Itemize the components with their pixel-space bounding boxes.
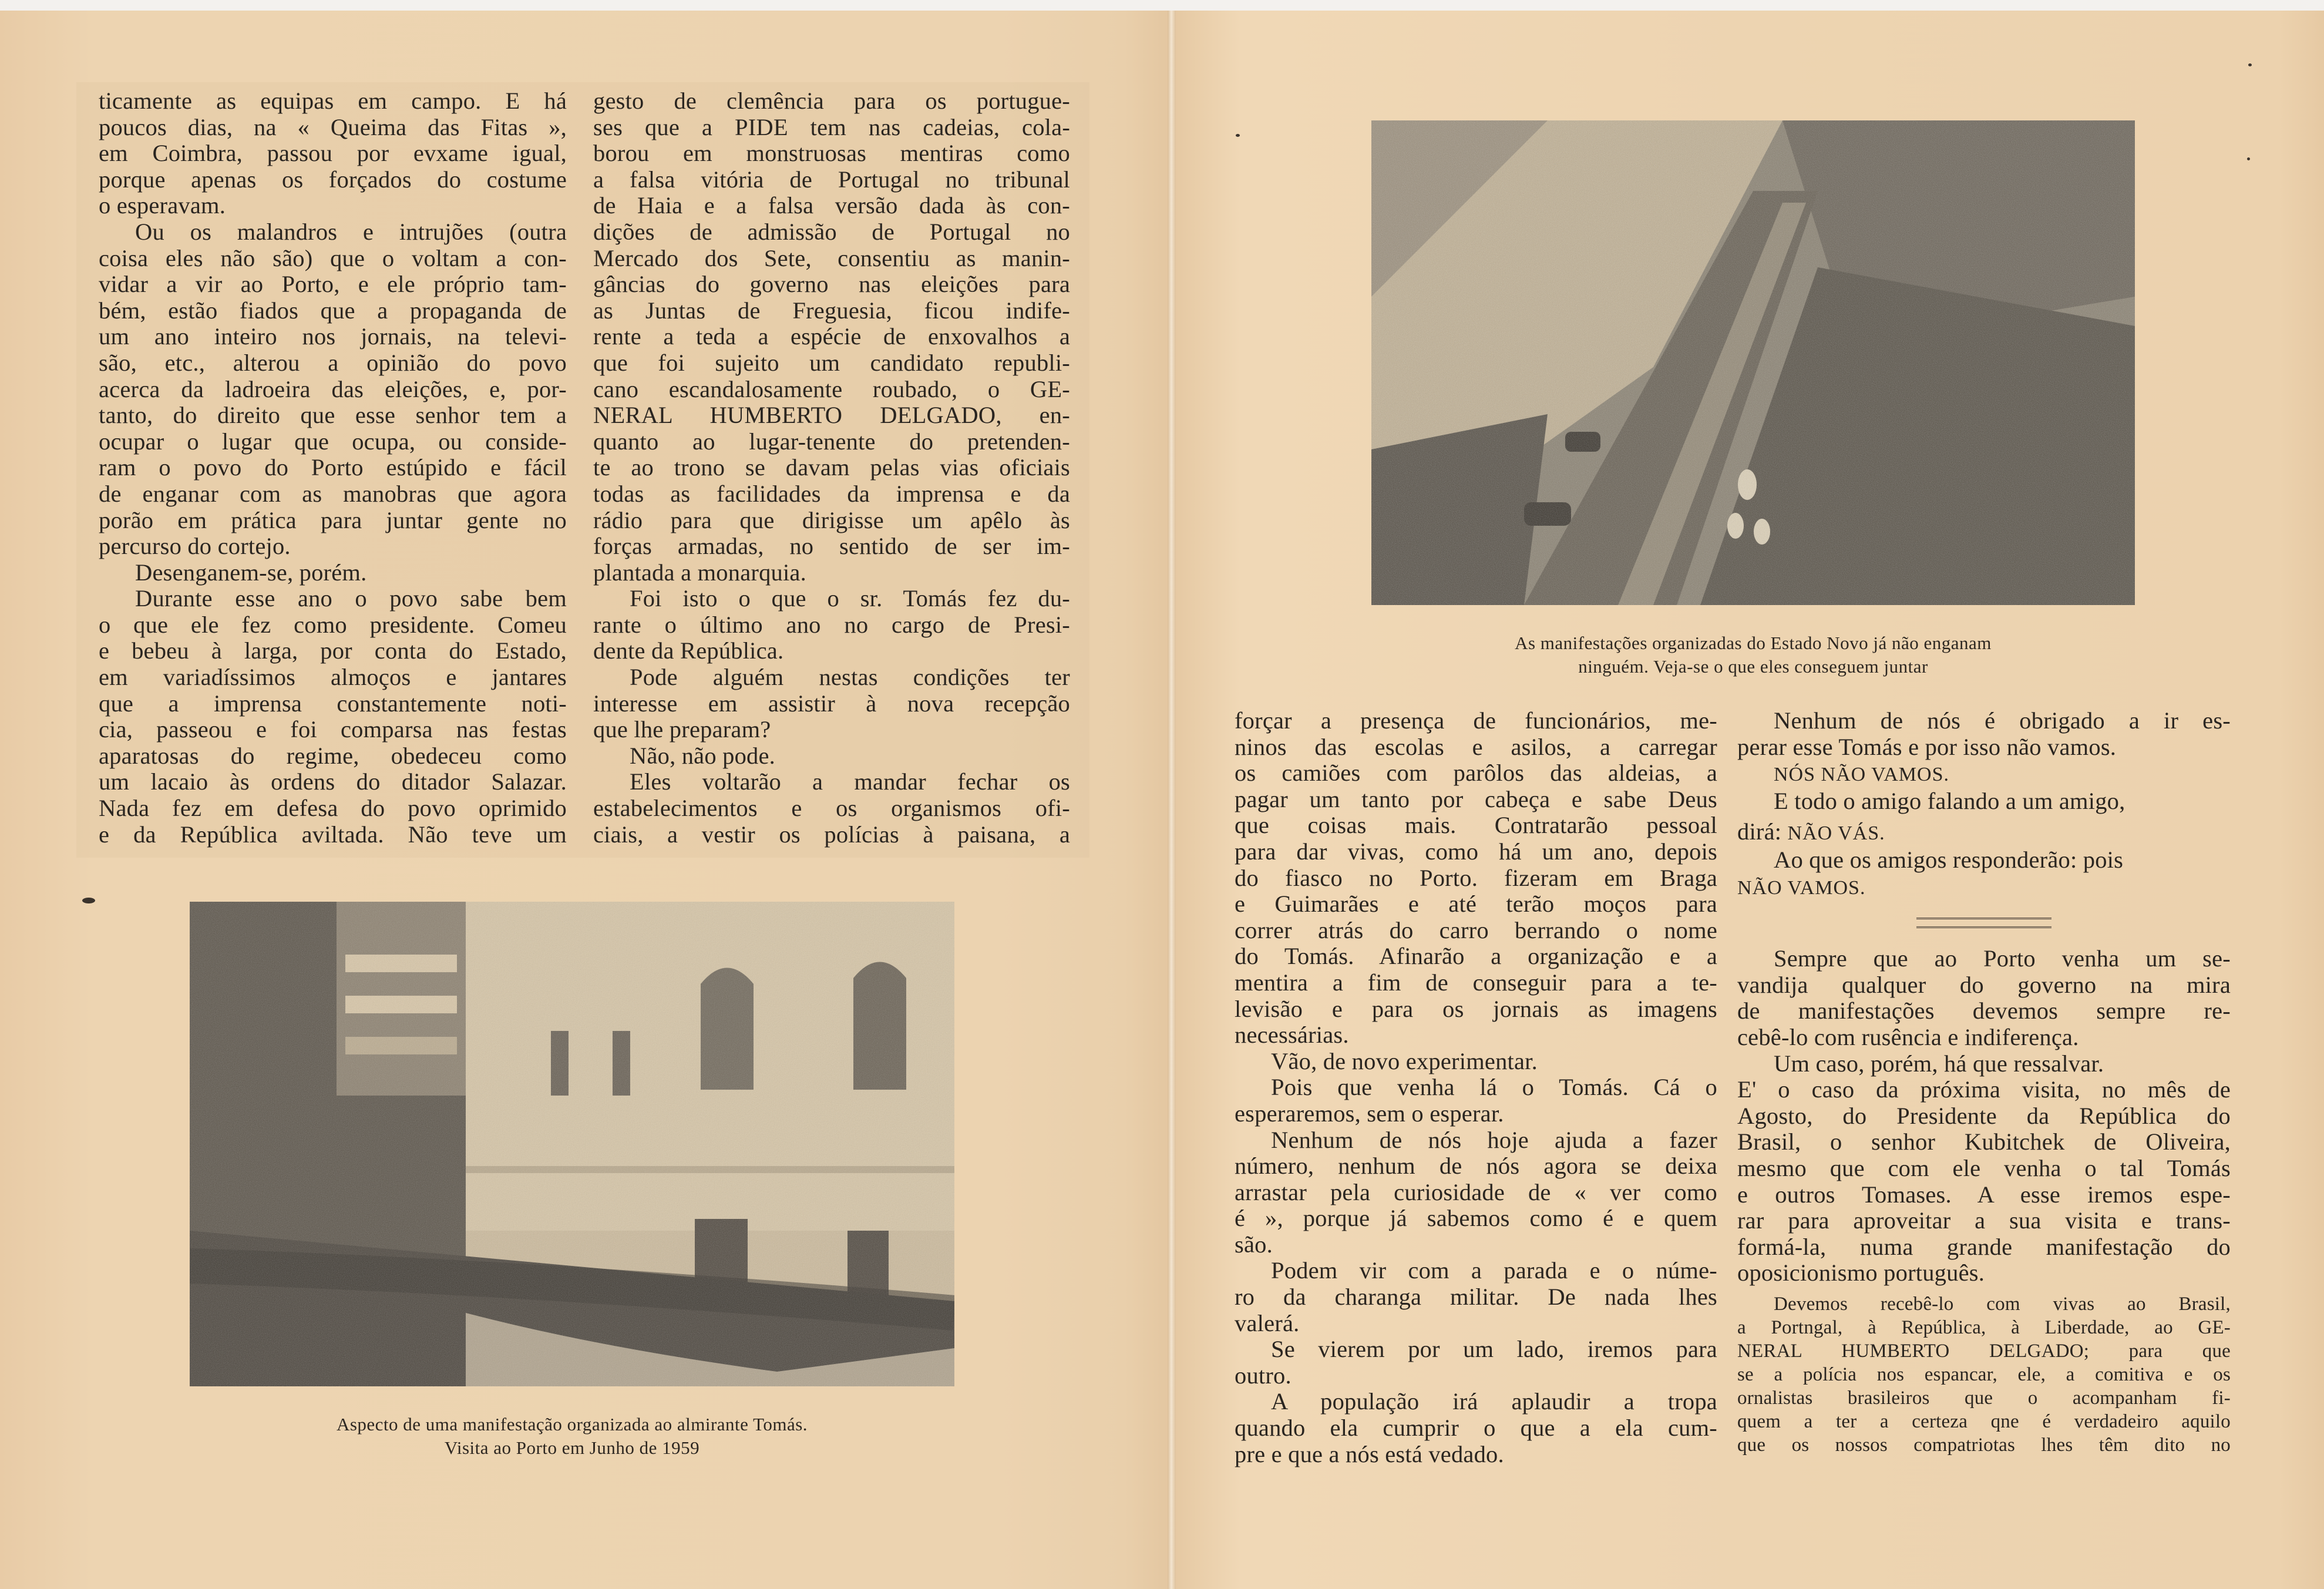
text-line: que lhe preparam?: [593, 716, 771, 743]
text-line: correr atrás do carro berrando o nome: [1235, 916, 1717, 943]
text-line: Nenhum de nós hoje ajuda a fazer: [1271, 1126, 1717, 1153]
left-photo-caption: [190, 1413, 954, 1460]
left-column-2: [593, 88, 1070, 848]
text-line: mesmo que com ele venha o tal Tomás: [1737, 1154, 2231, 1181]
right-column-2-middle: [1737, 946, 2231, 1286]
text-line: do Tomás. Afinarão a organização e a: [1235, 943, 1717, 970]
text-line: rente a teda a espécie de enxovalhos a: [593, 323, 1070, 350]
section-divider-rule: [1916, 918, 2051, 928]
text-line: tanto, do direito que esse senhor tem a: [99, 402, 567, 429]
text-line: A população irá aplaudir a tropa: [1271, 1388, 1717, 1415]
text-line: te ao trono se davam pelas vias oficiais: [593, 454, 1070, 481]
text-line: necessárias.: [1235, 1022, 1349, 1049]
text-line: número, nenhum de nós agora se deixa: [1235, 1153, 1717, 1180]
text-line: poucos dias, na « Queima das Fitas »,: [99, 113, 567, 140]
text-line: e bebeu à larga, por conta do Estado,: [99, 637, 567, 664]
right-photo-caption: [1371, 631, 2135, 678]
text-line: quanto ao lugar-tenente do pretenden-: [593, 428, 1070, 455]
text-line: levisão e para os jornais as imagens: [1235, 995, 1717, 1022]
photo-avenue-crowd-image: [1371, 120, 2135, 605]
text-line: Pode alguém nestas condições ter: [630, 664, 1070, 691]
text-line: Durante esse ano o povo sabe bem: [135, 585, 567, 612]
slogan-nao-vas: NÃO VÁS.: [1787, 822, 1885, 845]
text-line: porão em prática para juntar gente no: [99, 506, 567, 533]
text-line: mentira a fim de conseguir para a te-: [1235, 969, 1717, 996]
text-line: Nada fez em defesa do povo oprimido: [99, 795, 567, 822]
text-line: e da República aviltada. Não teve um: [99, 821, 567, 848]
text-line: ram o povo do Porto estúpido e fácil: [99, 454, 567, 481]
right-caption-line-2: ninguém. Veja-se o que eles conseguem juntar: [1578, 656, 1928, 677]
text-line: quando ela cumprir o que a ela cum-: [1235, 1415, 1717, 1442]
text-line: esperaremos, sem o esperar.: [1235, 1100, 1504, 1127]
text-line: são, etc., alterou a opinião do povo: [99, 349, 567, 376]
text-line: que a imprensa constantemente noti-: [99, 690, 567, 717]
paper-speck: [1236, 134, 1240, 137]
text-line: do fiasco no Porto. fizeram em Braga: [1235, 864, 1717, 891]
text-line: de enganar com as manobras que agora: [99, 480, 567, 507]
text-line: rar para aproveitar a sua visita e trans-: [1737, 1207, 2231, 1234]
left-caption-line-2: Visita ao Porto em Junho de 1959: [444, 1437, 700, 1458]
text-line: estabelecimentos e os organismos ofi-: [593, 795, 1070, 822]
text-line: Sempre que ao Porto venha um se-: [1774, 945, 2231, 972]
text-line: Ou os malandros e intrujões (outra: [135, 218, 567, 245]
text-line: Um caso, porém, há que ressalvar.: [1774, 1050, 2104, 1077]
text-line: Devemos recebê-lo com vivas ao Brasil,: [1774, 1293, 2231, 1315]
text-line: Desenganem-se, porém.: [135, 559, 367, 586]
text-line: que os nossos compatriotas lhes têm dito no: [1737, 1434, 2231, 1456]
text-line: bém, estão fiados que a propaganda de: [99, 297, 567, 324]
text-line: Não, não pode.: [630, 742, 775, 769]
left-caption-line-1: Aspecto de uma manifestação organizada ao almirante Tomás.: [336, 1414, 808, 1435]
text-line: um lacaio às ordens do ditador Salazar.: [99, 768, 567, 795]
right-column-2-top: [1737, 708, 2231, 760]
slogan-todo-amigo: E todo o amigo falando a um amigo,: [1774, 787, 2125, 814]
text-line: interesse em assistir à nova recepção: [593, 690, 1070, 717]
text-line: ses que a PIDE tem nas cadeias, cola-: [593, 113, 1070, 140]
text-line: Brasil, o senhor Kubitchek de Oliveira,: [1737, 1128, 2231, 1155]
text-line: em variadíssimos almoços e jantares: [99, 664, 567, 691]
text-line: o esperavam.: [99, 192, 226, 219]
photo-demonstration-building-image: [190, 902, 954, 1386]
right-column-2-small: [1737, 1292, 2231, 1457]
left-column-1: [99, 88, 567, 848]
text-line: ornalistas brasileiros que o acompanham fi-: [1737, 1387, 2231, 1409]
photo-avenue-crowd: [1371, 120, 2135, 605]
right-column-2: [1737, 708, 2231, 1457]
text-line: oposicionismo português.: [1737, 1259, 1985, 1286]
text-line: cano escandalosamente roubado, o GE-: [593, 375, 1070, 402]
text-line: plantada a monarquia.: [593, 559, 806, 586]
text-line: Vão, de novo experimentar.: [1271, 1047, 1538, 1074]
text-line: para dar vivas, como há um ano, depois: [1235, 838, 1717, 865]
text-line: que foi sujeito um candidato republi-: [593, 349, 1070, 376]
text-line: é », porque já sabemos como é e quem: [1235, 1205, 1717, 1232]
text-line: a falsa vitória de Portugal no tribunal: [593, 166, 1070, 193]
paper-speck: [2247, 157, 2250, 160]
text-line: cebê-lo com rusência e indiferença.: [1737, 1023, 2079, 1050]
text-line: dições de admissão de Portugal no: [593, 218, 1070, 245]
text-line: e Guimarães e até terão moços para: [1235, 891, 1717, 918]
paper-speck: [2248, 63, 2252, 66]
text-line: as Juntas de Freguesia, ficou indife-: [593, 297, 1070, 324]
text-line: E' o caso da próxima visita, no mês de: [1737, 1076, 2231, 1103]
text-line: borou em monstruosas mentiras como: [593, 140, 1070, 167]
photo-demonstration-building: [190, 902, 954, 1386]
text-line: arrastar pela curiosidade de « ver como: [1235, 1178, 1717, 1205]
text-line: dente da República.: [593, 637, 784, 664]
text-line: em Coimbra, passou por evxame igual,: [99, 140, 567, 167]
text-line: outro.: [1235, 1362, 1292, 1389]
text-line: o que ele fez como presidente. Comeu: [99, 611, 567, 638]
text-line: rádio para que dirigisse um apêlo às: [593, 506, 1070, 533]
text-line: porque apenas os forçados do costume: [99, 166, 567, 193]
text-line: se a polícia nos espancar, ele, a comitiva e os: [1737, 1363, 2231, 1385]
text-line: Se vierem por um lado, iremos para: [1271, 1336, 1717, 1363]
text-line: ocupar o lugar que ocupa, ou conside-: [99, 428, 567, 455]
text-line: valerá.: [1235, 1309, 1300, 1336]
text-line: ticamente as equipas em campo. E há: [99, 88, 567, 114]
slogan-nos-nao-vamos: NÓS NÃO VAMOS.: [1774, 764, 1949, 786]
text-line: forças armadas, no sentido de ser im-: [593, 533, 1070, 560]
text-line: quem a ter a certeza qne é verdadeiro aquilo: [1737, 1410, 2231, 1432]
text-line: gesto de clemência para os portugue-: [593, 88, 1070, 114]
text-line: todas as facilidades da imprensa e da: [593, 480, 1070, 507]
text-line: Foi isto o que o sr. Tomás fez du-: [630, 585, 1070, 612]
text-line: gâncias do governo nas eleições para: [593, 271, 1070, 298]
text-line: NERAL HUMBERTO DELGADO; para que: [1737, 1340, 2231, 1362]
slogan-nao-vamos: NÃO VAMOS.: [1737, 876, 1866, 899]
slogan-responderao: Ao que os amigos responderão: pois: [1774, 846, 2124, 873]
text-line: coisa eles não são) que o voltam a con-: [99, 244, 567, 271]
center-fold: [1168, 11, 1176, 1589]
text-line: acerca da ladroeira das eleições, e, por-: [99, 375, 567, 402]
text-line: cia, passeou e foi comparsa nas festas: [99, 716, 567, 743]
text-line: perar esse Tomás e por isso não vamos.: [1737, 733, 2117, 760]
text-line: aparatosas do regime, obedeceu como: [99, 742, 567, 769]
text-line: são.: [1235, 1231, 1273, 1258]
text-line: pagar um tanto por cabeça e sabe Deus: [1235, 785, 1717, 812]
text-line: ro da charanga militar. De nada lhes: [1235, 1284, 1717, 1311]
text-line: Podem vir com a parada e o núme-: [1271, 1257, 1717, 1284]
text-line: Mercado dos Sete, consentiu as manin-: [593, 244, 1070, 271]
text-line: que coisas mais. Contratarão pessoal: [1235, 812, 1717, 839]
text-line: e outros Tomases. A esse iremos espe-: [1737, 1181, 2231, 1208]
text-line: um ano inteiro nos jornais, na televi-: [99, 323, 567, 350]
text-line: de manifestações devemos sempre re-: [1737, 997, 2231, 1024]
right-caption-line-1: As manifestações organizadas do Estado Novo já não enganam: [1515, 633, 1992, 653]
slogan-dira-nao-vas: dirá: NÃO VÁS.: [1737, 818, 1885, 845]
text-line: de Haia e a falsa versão dada às con-: [593, 192, 1070, 219]
text-line: pre e que a nós está vedado.: [1235, 1440, 1504, 1467]
text-line: percurso do cortejo.: [99, 533, 291, 560]
paper-speck: [82, 898, 95, 903]
text-line: ciais, a vestir os polícias à paisana, a: [593, 821, 1070, 848]
right-column-1: [1235, 708, 1717, 1467]
text-line: Nenhum de nós é obrigado a ir es-: [1774, 707, 2231, 734]
text-line: vandija qualquer do governo na mira: [1737, 971, 2231, 998]
text-line: Pois que venha lá o Tomás. Cá o: [1271, 1074, 1717, 1101]
text-line: forçar a presença de funcionários, me-: [1235, 707, 1717, 734]
text-line: formá-la, numa grande manifestação do: [1737, 1233, 2231, 1260]
text-line: vidar a vir ao Porto, e ele próprio tam-: [99, 271, 567, 298]
text-line: Agosto, do Presidente da República do: [1737, 1102, 2231, 1129]
text-line: NERAL HUMBERTO DELGADO, en-: [593, 402, 1070, 429]
text-line: rante o último ano no cargo de Presi-: [593, 611, 1070, 638]
text-line: Eles voltarão a mandar fechar os: [630, 768, 1070, 795]
text-line: ninos das escolas e asilos, a carregar: [1235, 733, 1717, 760]
text-line: os camiões com parôlos das aldeias, a: [1235, 760, 1717, 787]
text-line: a Portngal, à República, à Liberdade, ao GE-: [1737, 1316, 2231, 1338]
